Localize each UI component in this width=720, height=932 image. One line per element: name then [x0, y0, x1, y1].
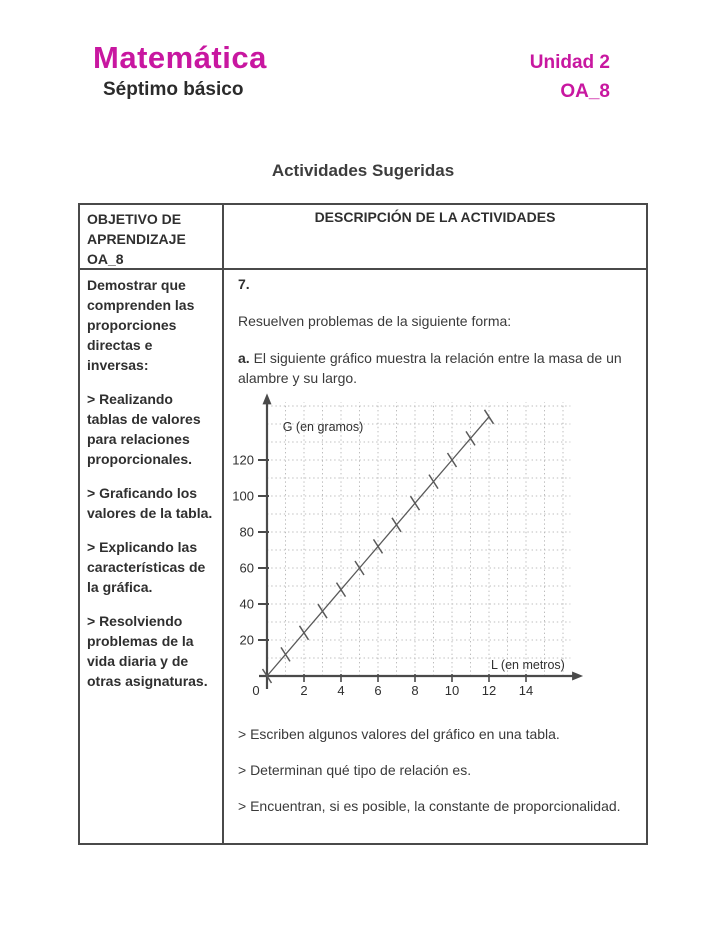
svg-text:8: 8: [411, 683, 419, 698]
followup-bullet: > Determinan qué tipo de relación es.: [238, 762, 472, 778]
objective-bullet: > Explicando las características de la gráfica.: [87, 539, 206, 595]
activity-item-text: El siguiente gráfico muestra la relación entre la masa de un alambre y su largo.: [238, 350, 622, 386]
objective-intro: Demostrar que comprenden las proporciones directas e inversas:: [87, 277, 195, 373]
grade-subtitle: Séptimo básico: [103, 79, 244, 100]
header-left: [93, 40, 267, 101]
description-header-cell: DESCRIPCIÓN DE LA ACTIVIDADES: [224, 205, 646, 270]
svg-text:40: 40: [239, 596, 254, 612]
svg-text:12: 12: [481, 683, 497, 698]
svg-text:6: 6: [374, 683, 382, 698]
svg-text:80: 80: [239, 524, 254, 540]
svg-text:2: 2: [300, 683, 308, 698]
svg-text:120: 120: [232, 452, 254, 468]
objective-bullet: > Graficando los valores de la tabla.: [87, 485, 213, 521]
svg-text:100: 100: [232, 488, 254, 504]
followup-bullet: > Escriben algunos valores del gráfico en una tabla.: [238, 726, 560, 742]
page-title: Actividades Sugeridas: [271, 161, 455, 180]
subject-title: Matemática: [93, 40, 267, 75]
svg-text:L (en metros): L (en metros): [490, 658, 565, 672]
svg-text:20: 20: [239, 632, 254, 648]
followup-bullet: > Encuentran, si es posible, la constante de proporcionalidad.: [238, 798, 621, 814]
unit-label: Unidad 2: [529, 52, 610, 73]
chart-container: [232, 394, 638, 706]
activities-table: [78, 203, 648, 845]
activity-number: 7.: [238, 276, 250, 292]
svg-text:10: 10: [444, 683, 460, 698]
svg-text:14: 14: [518, 683, 534, 698]
svg-text:0: 0: [252, 683, 260, 698]
oa-code-label: OA_8: [560, 81, 610, 102]
objective-cell: [80, 270, 224, 843]
svg-text:60: 60: [239, 560, 254, 576]
svg-text:4: 4: [337, 683, 345, 698]
activity-item-label: a.: [238, 350, 250, 366]
activity-cell: [224, 270, 646, 843]
activity-item-a: [238, 348, 638, 388]
objective-bullet: > Resolviendo problemas de la vida diaria y de otras asignaturas.: [87, 613, 208, 689]
activity-intro: Resuelven problemas de la siguiente forma:: [238, 313, 512, 329]
objective-bullet: > Realizando tablas de valores para relaciones proporcionales.: [87, 391, 201, 467]
header-right: [530, 48, 610, 106]
objective-header-cell: OBJETIVO DE APRENDIZAJE OA_8: [80, 205, 224, 270]
svg-text:G (en gramos): G (en gramos): [282, 420, 364, 435]
wire-mass-chart: [232, 394, 594, 706]
